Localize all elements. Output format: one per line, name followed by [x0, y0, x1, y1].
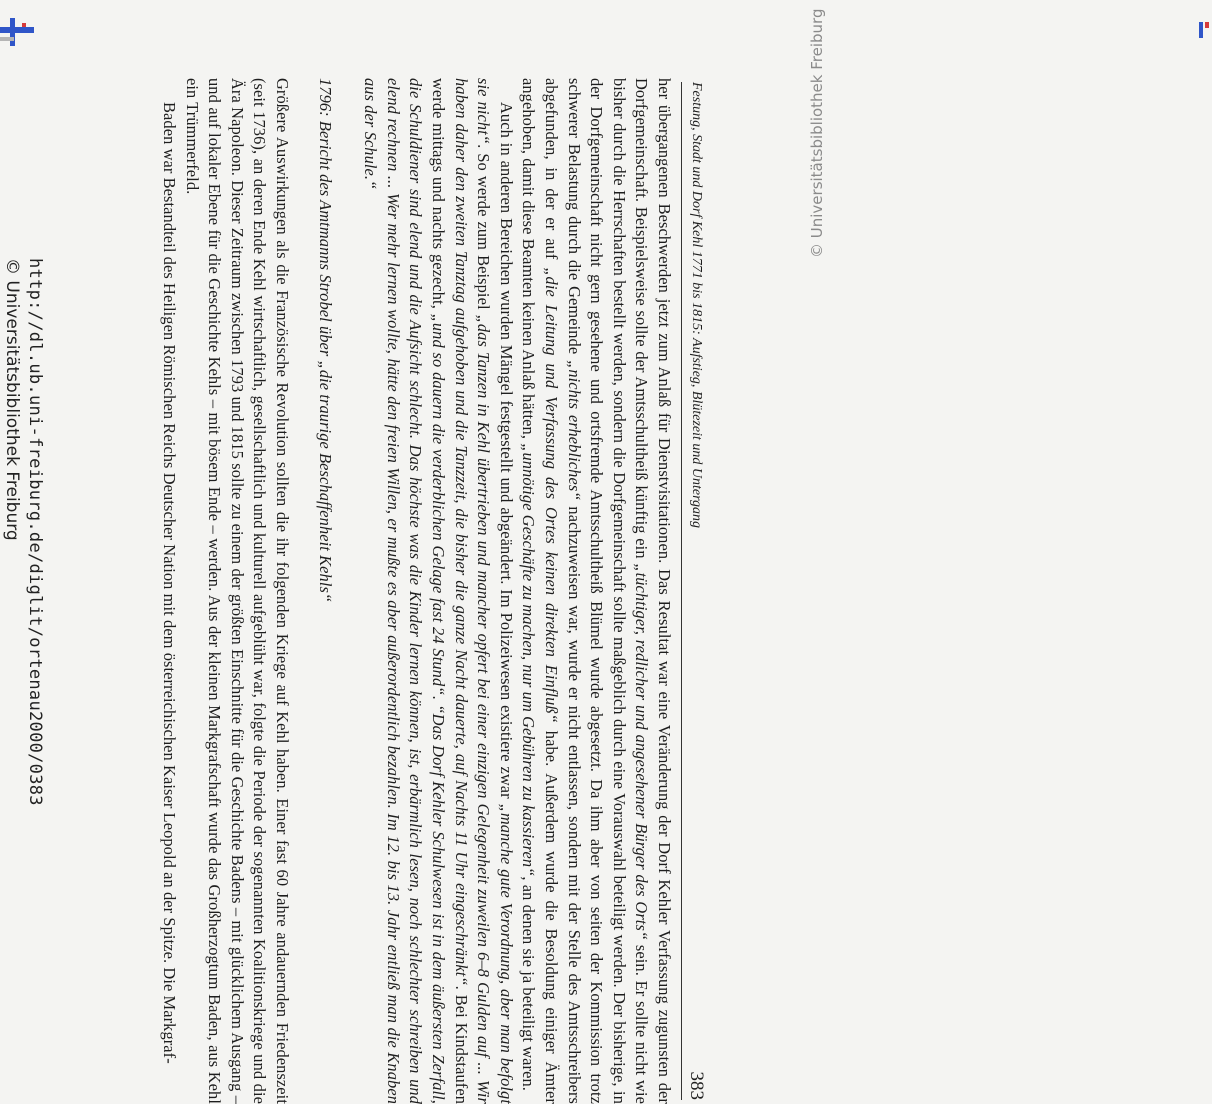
right-corner-mark — [1196, 18, 1212, 42]
footer-url[interactable]: http://dl.ub.uni-freiburg.de/diglit/ortenau2000/0383 — [25, 258, 45, 806]
edge-copyright-right: © Universitätsbibliothek Freiburg — [808, 8, 826, 258]
paragraph: Auch in anderen Bereichen wurden Mängel festgestellt und abgeändert. Im Polizeiwesen existiere zwar „manche gute Verordnung, aber man befolgt sie nicht“. So werde zum Beispiel „das Tanzen in Kehl übertrieben und mancher opfert bei einer einzigen Gelegenheit zuweilen 6–8 Gulden auf ... Wir haben daher den zweiten Tanztag aufgehoben und die Tanzzeit, die bisher die ganze Nacht dauerte, auf Nachts 11 Uhr eingeschränkt“. Bei Kindstaufen werde mittags und nachts gezecht, „und so dauern die verderblichen Gelage fast 24 Stund“. “Das Dorf Kehler Schulwesen ist in dem äußersten Zerfall, die Schuldiener sind elend und die Aufsicht schlecht. Das höchste was die Kinder lernen können, ist, erbärmlich lesen, noch schlechter schreiben und elend rechnen ... Wer mehr lernen wollte, hätte den freien Willen, er mußte es aber außerordentlich bezahlen. Im 12. bis 13. Jahr entließ man die Knaben aus der Schule.“ — [361, 78, 516, 1104]
page-number: 383 — [686, 1071, 707, 1100]
section-heading: 1796: Bericht des Amtmanns Strobel über „die traurige Beschaffenheit Kehls“ — [315, 78, 335, 603]
running-header — [681, 82, 710, 1100]
paragraph: her übergangenen Beschwerden jetzt zum Anlaß für Dienstvisitationen. Das Resultat war eine Veränderung der Dorf Kehler Verfassung zugunsten der Dorfgemeinschaft. Beispielsweise sollte der Amtsschultheiß künftig ein „tüchtiger, redlicher und angesehener Bürger des Orts“ sein. Er sollte nicht wie bisher durch die Herrschaften bestellt werden, sondern die Dorfgemeinschaft sollte maßgeblich durch eine Vorauswahl beteiligt werden. Der bisherige, in der Dorfgemeinschaft nicht gern gesehene und ortsfremde Amtsschultheiß Blümel wurde abgesetzt. Da ihm aber von seiten der Kommission trotz schwerer Belastung durch die Gemeinde „nichts erhebliches“ nachzuweisen war, wurde er nicht entlassen, sondern mit der Stelle des Amtsschreibers abgefunden, in der er auf „die Leitung und Verfassung des Ortes keinen direkten Einfluß“ habe. Außerdem wurde die Besoldung einiger Ämter angehoben, damit diese Beamten keinen Anlaß hätten, „unnötige Geschäfte zu machen, nur um Gebühren zu kassieren“, an denen sie ja beteiligt waren. — [519, 78, 674, 1104]
paragraph: Größere Auswirkungen als die Französische Revolution sollten die ihr folgenden Kriege auf Kehl haben. Einer fast 60 Jahre andauernden Friedenszeit (seit 1736), an deren Ende Kehl wirtschaftlich, gesellschaftlich und kulturell aufgeblüht war, folgte die Periode der sogenannten Koalitionskriege und die Ära Napoleon. Dieser Zeitraum zwischen 1793 und 1815 sollte zu einem der größten Einschnitte für die Geschichte Badens – mit glücklichem Ausgang – und auf lokaler Ebene für die Geschichte Kehls – mit bösem Ende – werden. Aus der kleinen Markgrafschaft wurde das Großherzogtum Baden, aus Kehl ein Trümmerfeld. — [182, 78, 293, 1104]
paragraph: Baden war Bestandteil des Heiligen Römischen Reichs Deutscher Nation mit dem österreichischen Kaiser Leopold an der Spitze. Die Markgraf- — [160, 102, 180, 1064]
running-title: Festung, Stadt und Dorf Kehl 1771 bis 1815: Aufstieg, Blütezeit und Untergang — [689, 82, 704, 529]
footer-copyright: © Universitätsbibliothek Freiburg — [2, 258, 22, 541]
body-text — [158, 78, 675, 1104]
